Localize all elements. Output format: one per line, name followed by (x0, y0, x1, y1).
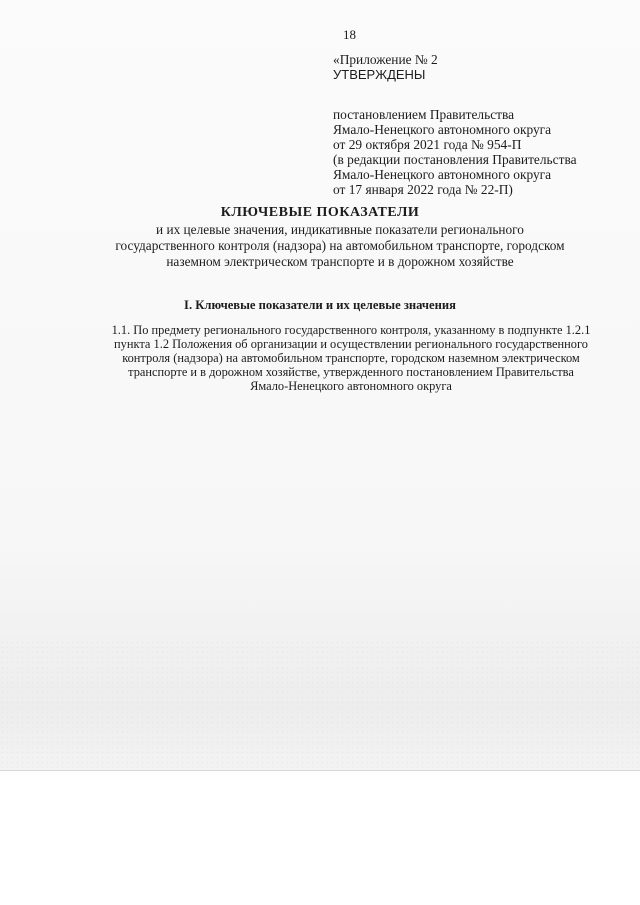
approval-line: (в редакции постановления Правительства (333, 152, 577, 167)
paragraph-line: 1.1. По предмету регионального государственного контроля, указанному в подпункте 1.2.1 (111, 323, 591, 337)
document-subtitle (60, 222, 620, 270)
page-number: 18 (343, 27, 356, 42)
approval-spacer (333, 82, 623, 107)
subtitle-line: наземном электрическом транспорте и в дорожном хозяйстве (166, 254, 514, 269)
approval-line: Ямало-Ненецкого автономного округа (333, 122, 552, 137)
paragraph-line: пункта 1.2 Положения об организации и осуществлении регионального государственного (114, 337, 588, 351)
approval-line: Ямало-Ненецкого автономного округа (333, 167, 552, 182)
approval-line: от 17 января 2022 года № 22-П) (333, 182, 513, 197)
document-title: КЛЮЧЕВЫЕ ПОКАЗАТЕЛИ (220, 205, 420, 220)
section-heading: I. Ключевые показатели и их целевые значения (184, 298, 456, 312)
paragraph-line: контроля (надзора) на автомобильном транспорте, городском наземном электрическом (122, 351, 580, 365)
subtitle-line: и их целевые значения, индикативные показатели регионального (156, 222, 524, 237)
scan-noise (0, 640, 640, 770)
approved-label: УТВЕРЖДЕНЫ (333, 67, 426, 82)
approval-block (333, 52, 623, 197)
subtitle-line: государственного контроля (надзора) на автомобильном транспорте, городском (115, 238, 565, 253)
paragraph-line: Ямало-Ненецкого автономного округа (250, 379, 452, 393)
paragraph-line: транспорте и в дорожном хозяйстве, утвержденного постановлением Правительства (128, 365, 574, 379)
approval-line: постановлением Правительства (333, 107, 515, 122)
approval-line: от 29 октября 2021 года № 954-П (333, 137, 522, 152)
appendix-label: «Приложение № 2 (333, 52, 438, 67)
paragraph-1-1 (96, 323, 606, 393)
